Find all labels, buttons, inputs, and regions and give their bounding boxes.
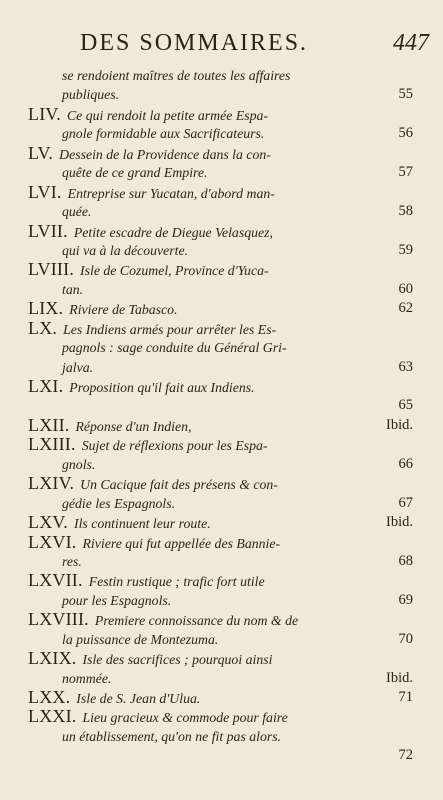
entry-line [28, 533, 429, 552]
entry-text: la puissance de Montezuma. [62, 631, 219, 647]
entry-line [28, 183, 429, 202]
summary-entry [28, 299, 429, 318]
entry-text: Riviere qui fut appellée des Bannie- [82, 535, 281, 551]
summary-entry [28, 183, 429, 222]
entry-number: LIV. [28, 103, 61, 124]
entry-text: gédie les Espagnols. [62, 495, 176, 511]
entry-text: Un Cacique fait des présens & con- [80, 477, 278, 493]
entry-text: Dessein de la Providence dans la con- [59, 146, 271, 162]
entry-text: Isle de S. Jean d'Ulua. [76, 691, 201, 706]
entry-line [28, 571, 429, 590]
entry-page-number: 67 [398, 494, 413, 511]
entry-text: gnole formidable aux Sacrificateurs. [62, 126, 265, 142]
entry-text: quée. [62, 204, 92, 220]
entry-text: res. [62, 553, 82, 569]
entry-page-number: 69 [398, 591, 413, 608]
entry-text: pour les Espagnols. [62, 592, 172, 608]
summary-entry [28, 377, 429, 416]
entry-page-number: Ibid. [386, 514, 413, 531]
entry-line [28, 163, 429, 182]
entry-text: Lieu gracieux & commode pour faire [82, 710, 288, 726]
entry-line [28, 222, 429, 241]
summary-entry [28, 416, 429, 435]
summary-entry [28, 571, 429, 610]
summary-entry [28, 260, 429, 299]
entry-number: LIX. [28, 298, 64, 319]
entry-number: LXX. [28, 687, 71, 707]
entry-number: LXIII. [28, 434, 76, 455]
running-title: DES SOMMAIRES. [80, 30, 309, 56]
entry-line [28, 474, 429, 493]
entry-page-number: 68 [398, 552, 413, 569]
entry-line [28, 260, 429, 279]
entry-number: LVI. [28, 181, 62, 202]
page-header [80, 30, 429, 64]
entry-line [28, 688, 429, 707]
entry-page-number: 56 [398, 125, 413, 142]
entry-number: LXIX. [28, 648, 77, 669]
page-number: 447 [393, 30, 429, 56]
entry-text: Réponse d'un Indien, [75, 418, 192, 434]
entry-line [28, 591, 429, 610]
entry-line [28, 241, 429, 260]
entry-page-number: 70 [398, 630, 413, 647]
entry-line [28, 727, 429, 746]
entry-page-number: 57 [398, 164, 413, 181]
entry-number: LXV. [28, 512, 68, 533]
entry-page-number: 72 [398, 747, 413, 764]
entry-line [28, 144, 429, 163]
summary-entry [28, 707, 429, 765]
entry-line [28, 435, 429, 454]
entry-page-number: 66 [398, 455, 413, 472]
entry-text: un établissement, qu'on ne fit pas alors. [62, 728, 282, 744]
entry-text: Les Indiens armés pour arrêter les Es- [63, 321, 277, 337]
entry-number: LXXI. [28, 706, 77, 727]
summary-entry [28, 66, 429, 105]
entry-line [28, 669, 429, 688]
entry-number: LXIV. [28, 473, 75, 494]
entry-text: Isle de Cozumel, Province d'Yuca- [80, 263, 269, 279]
summary-entry [28, 105, 429, 144]
entry-number: LXII. [28, 414, 70, 435]
entry-text: gnols. [62, 456, 96, 472]
entry-line [28, 455, 429, 474]
entry-page-number: Ibid. [386, 416, 413, 433]
entry-text: Ils continuent leur route. [73, 516, 211, 532]
entry-text: jalva. [62, 359, 94, 375]
entry-text: publiques. [62, 87, 120, 103]
entry-text: pagnols : sage conduite du Général Gri- [62, 340, 287, 356]
entry-page-number: 63 [398, 358, 413, 375]
entry-line [28, 85, 429, 104]
entry-text: tan. [62, 281, 84, 297]
entry-line [28, 105, 429, 124]
entry-line [28, 299, 429, 318]
entry-text: Premiere connoissance du nom & de [94, 613, 299, 629]
summary-entry [28, 533, 429, 572]
entry-text: qui va à la découverte. [62, 242, 189, 258]
summary-entry [28, 688, 429, 707]
entry-page-number: 55 [398, 86, 413, 103]
entry-page-number: 65 [398, 397, 413, 414]
entry-number: LV. [28, 142, 54, 163]
entry-line [28, 552, 429, 571]
entry-line [28, 124, 429, 143]
summary-entry [28, 144, 429, 183]
entry-text: se rendoient maîtres de toutes les affaires [62, 68, 291, 83]
entry-line [28, 319, 429, 338]
entry-text: Petite escadre de Diegue Velasquez, [73, 224, 273, 240]
entry-line [28, 358, 429, 377]
entry-text: nommée. [62, 670, 112, 686]
entry-text: quête de ce grand Empire. [62, 165, 208, 181]
entry-text: Sujet de réflexions pour les Espa- [81, 438, 268, 454]
entry-line [28, 649, 429, 668]
summary-entry [28, 319, 429, 377]
entry-text: Proposition qu'il fait aux Indiens. [69, 380, 255, 395]
entry-text: Riviere de Tabasco. [69, 302, 178, 318]
entry-page-number: 58 [398, 203, 413, 220]
entry-number: LXI. [28, 376, 64, 396]
summary-entry [28, 474, 429, 513]
entry-page-number: 60 [398, 280, 413, 297]
entry-line [28, 494, 429, 513]
entry-line [28, 338, 429, 357]
entry-line [28, 707, 429, 726]
entry-text: Isle des sacrifices ; pourquoi ainsi [82, 652, 273, 668]
entry-number: LXVI. [28, 531, 77, 552]
entry-line [28, 513, 429, 532]
entry-line [28, 416, 429, 435]
entry-number: LXVIII. [28, 609, 89, 630]
entry-page-number: Ibid. [386, 669, 413, 686]
entry-text: Entreprise sur Yucatan, d'abord man- [67, 185, 275, 201]
summary-entry [28, 610, 429, 649]
entry-line [28, 377, 429, 396]
entry-number: LVIII. [28, 259, 75, 280]
entry-number: LVII. [28, 220, 68, 241]
summary-entry [28, 222, 429, 261]
entry-line [28, 746, 429, 765]
summary-entry [28, 513, 429, 532]
entry-line [28, 280, 429, 299]
entry-page-number: 62 [398, 300, 413, 317]
entry-line [28, 396, 429, 415]
entry-line [28, 630, 429, 649]
entry-number: LXVII. [28, 570, 83, 591]
entry-number: LX. [28, 317, 58, 338]
entry-text: Festin rustique ; trafic fort utile [88, 574, 265, 590]
entry-line [28, 610, 429, 629]
entry-text: Ce qui rendoit la petite armée Espa- [66, 107, 269, 123]
summary-entry [28, 435, 429, 474]
summary-entry [28, 649, 429, 688]
entry-line [28, 66, 429, 85]
entry-page-number: 71 [398, 689, 413, 705]
entry-line [28, 202, 429, 221]
summary-list [28, 66, 429, 766]
entry-page-number: 59 [398, 241, 413, 258]
